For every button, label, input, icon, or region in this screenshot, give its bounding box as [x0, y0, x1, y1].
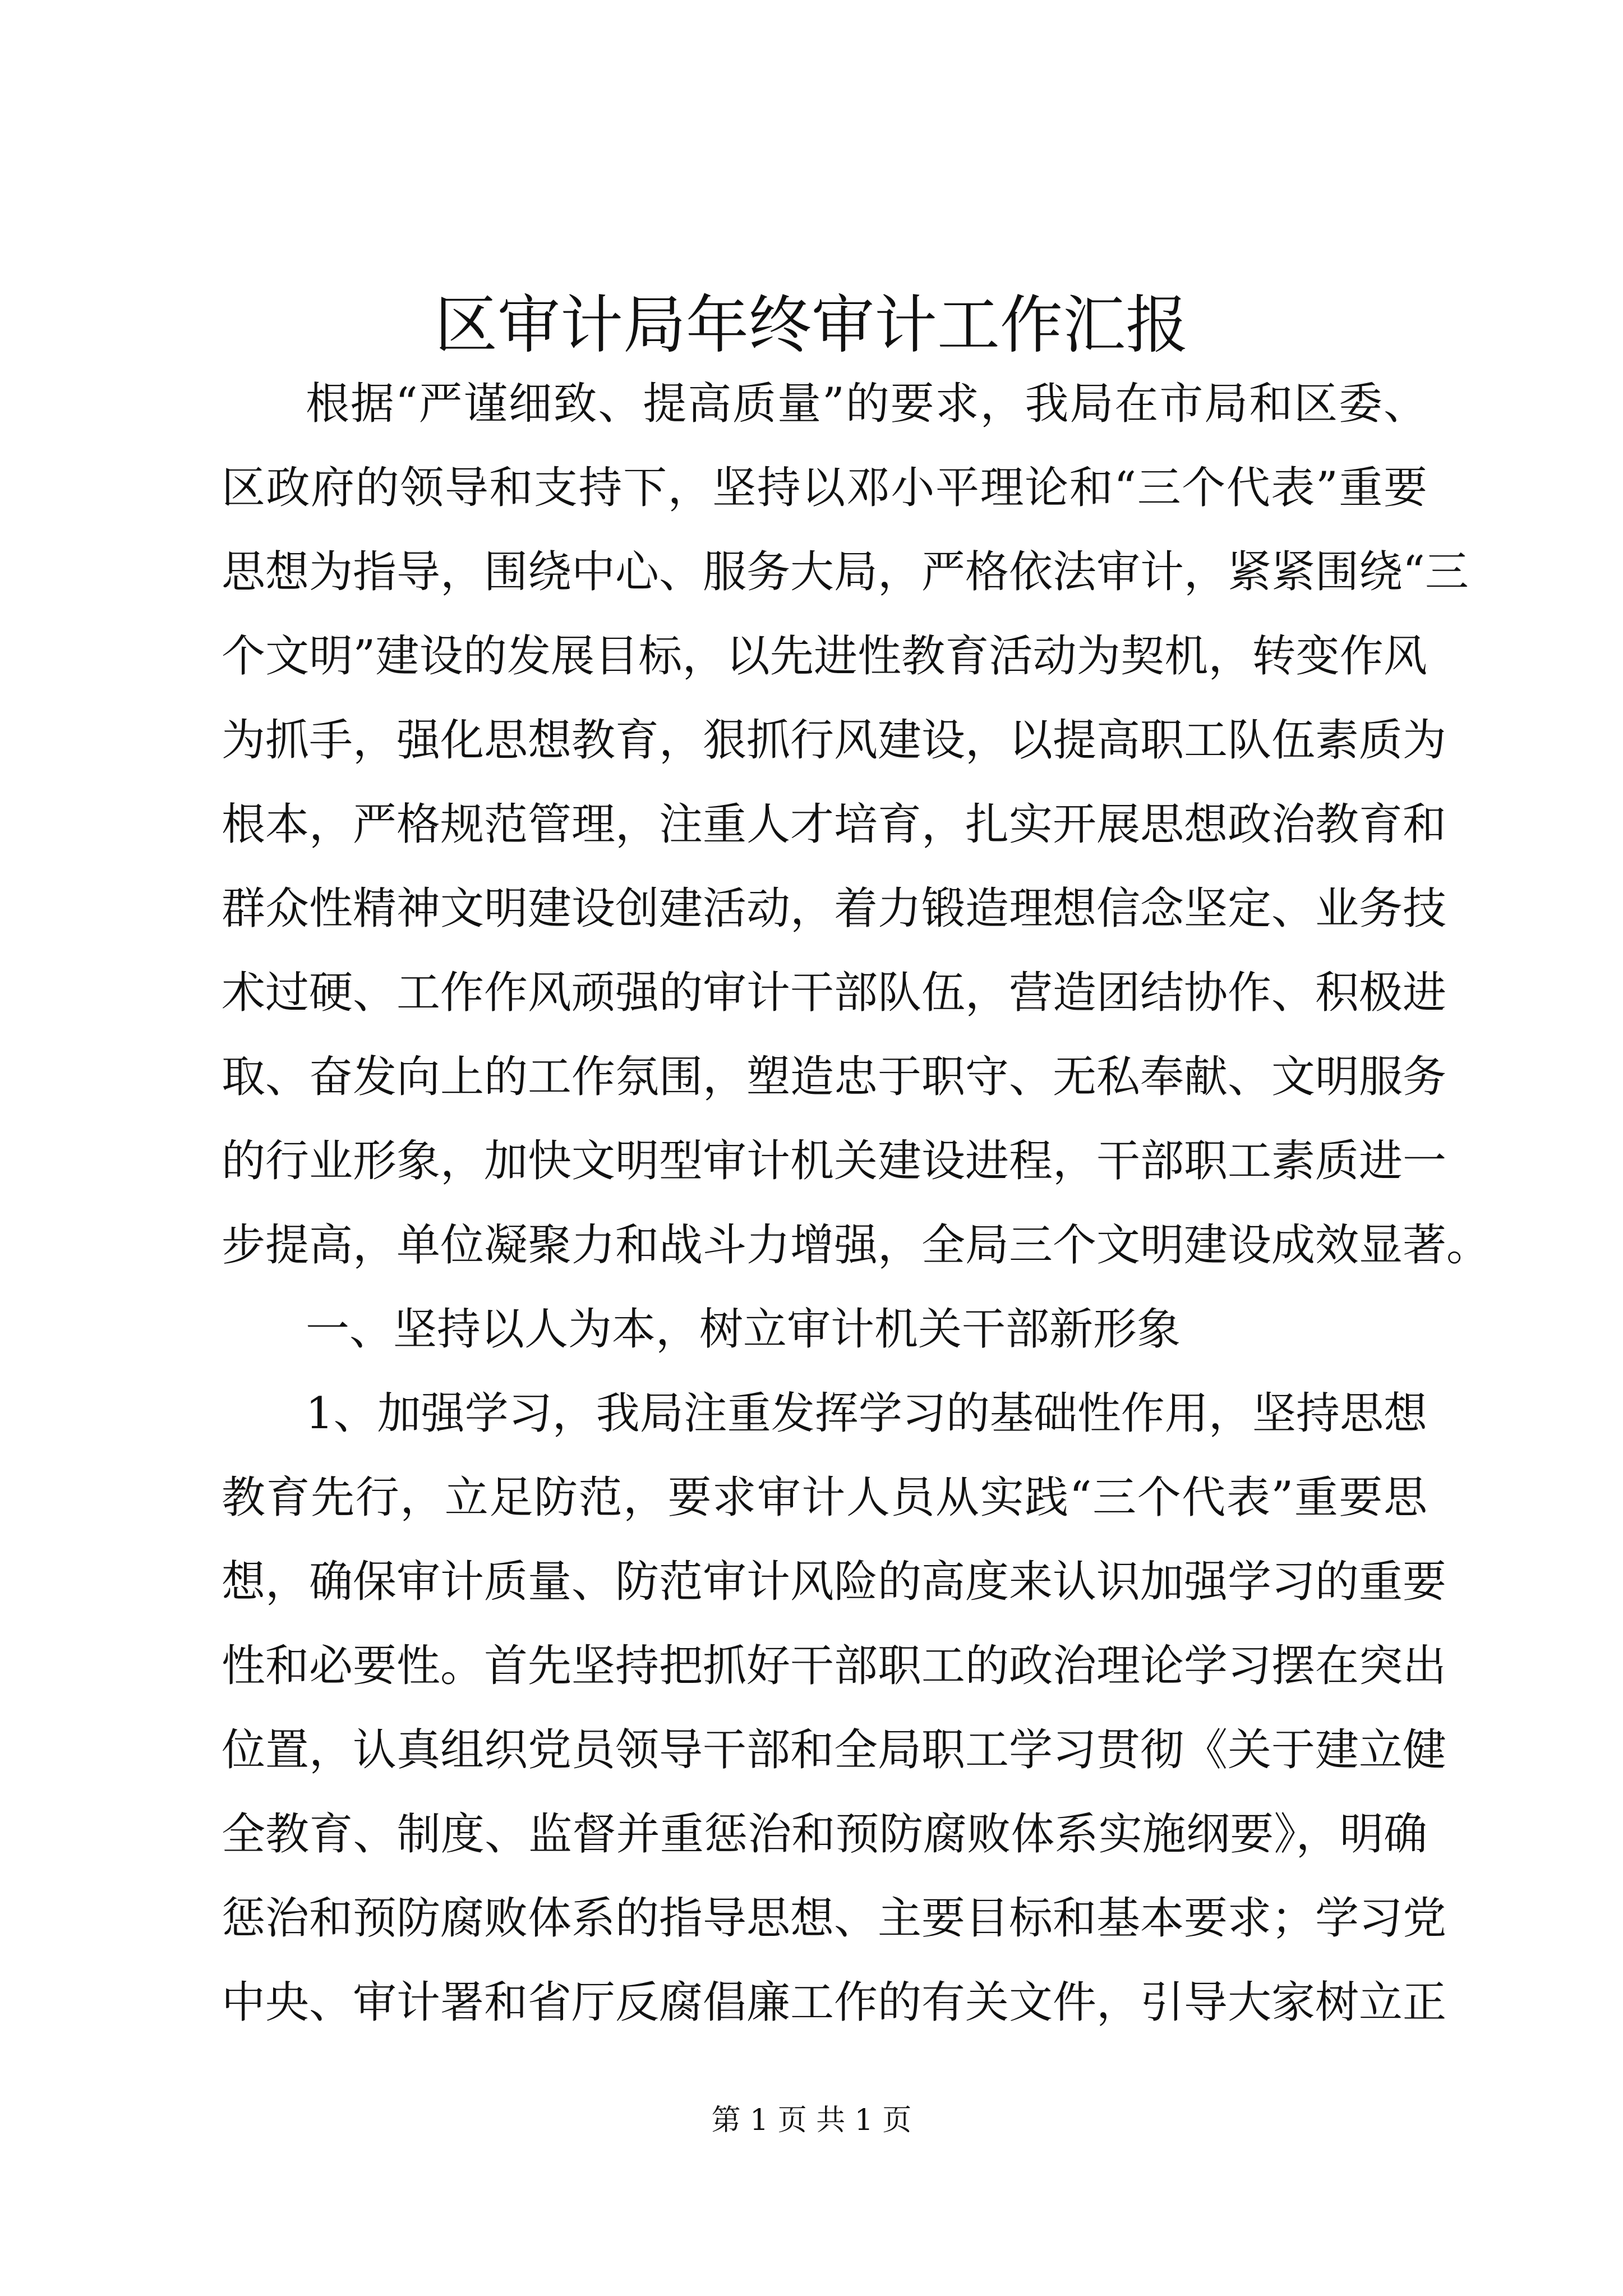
paragraph-2-line: 惩治和预防腐败体系的指导思想、主要目标和基本要求；学习党	[222, 1893, 1447, 1944]
paragraph-1-line: 术过硬、工作作风顽强的审计干部队伍，营造团结协作、积极进	[222, 968, 1447, 1018]
paragraph-2-line: 中央、审计署和省厅反腐倡廉工作的有关文件，引导大家树立正	[222, 1977, 1447, 2028]
paragraph-2-line: 教育先行，立足防范，要求审计人员从实践“三个代表”重要思	[222, 1473, 1427, 1523]
document-title: 区审计局年终审计工作汇报	[435, 289, 1188, 362]
paragraph-2-line: 性和必要性。首先坚持把抓好干部职工的政治理论学习摆在突出	[222, 1641, 1447, 1691]
paragraph-2-line: 位置，认真组织党员领导干部和全局职工学习贯彻《关于建立健	[222, 1725, 1447, 1775]
paragraph-2-line: 想，确保审计质量、防范审计风险的高度来认识加强学习的重要	[222, 1557, 1447, 1607]
paragraph-1-line: 区政府的领导和支持下，坚持以邓小平理论和“三个代表”重要	[222, 463, 1427, 513]
paragraph-1-line: 个文明”建设的发展目标，以先进性教育活动为契机，转变作风	[222, 631, 1427, 682]
paragraph-1-line: 根本，严格规范管理，注重人才培育，扎实开展思想政治教育和	[222, 799, 1447, 850]
paragraph-1-line: 的行业形象，加快文明型审计机关建设进程，干部职工素质进一	[222, 1136, 1447, 1186]
paragraph-2-line: 全教育、制度、监督并重惩治和预防腐败体系实施纲要》，明确	[222, 1809, 1427, 1860]
paragraph-1-line: 思想为指导，围绕中心、服务大局，严格依法审计，紧紧围绕“三	[222, 547, 1469, 597]
paragraph-1-line: 为抓手，强化思想教育，狠抓行风建设，以提高职工队伍素质为	[222, 715, 1447, 766]
paragraph-1-line: 取、奋发向上的工作氛围，塑造忠于职守、无私奉献、文明服务	[222, 1052, 1447, 1102]
section-heading: 一、坚持以人为本，树立审计机关干部新形象	[306, 1304, 1181, 1355]
paragraph-1-line: 步提高，单位凝聚力和战斗力增强，全局三个文明建设成效显著。	[222, 1220, 1491, 1271]
paragraph-1-line: 根据“严谨细致、提高质量”的要求，我局在市局和区委、	[306, 379, 1427, 429]
paragraph-1-line: 群众性精神文明建设创建活动，着力锻造理想信念坚定、业务技	[222, 884, 1447, 934]
page-footer: 第 1 页 共 1 页	[711, 2104, 912, 2137]
paragraph-2-line: 1、加强学习，我局注重发挥学习的基础性作用，坚持思想	[306, 1388, 1427, 1439]
